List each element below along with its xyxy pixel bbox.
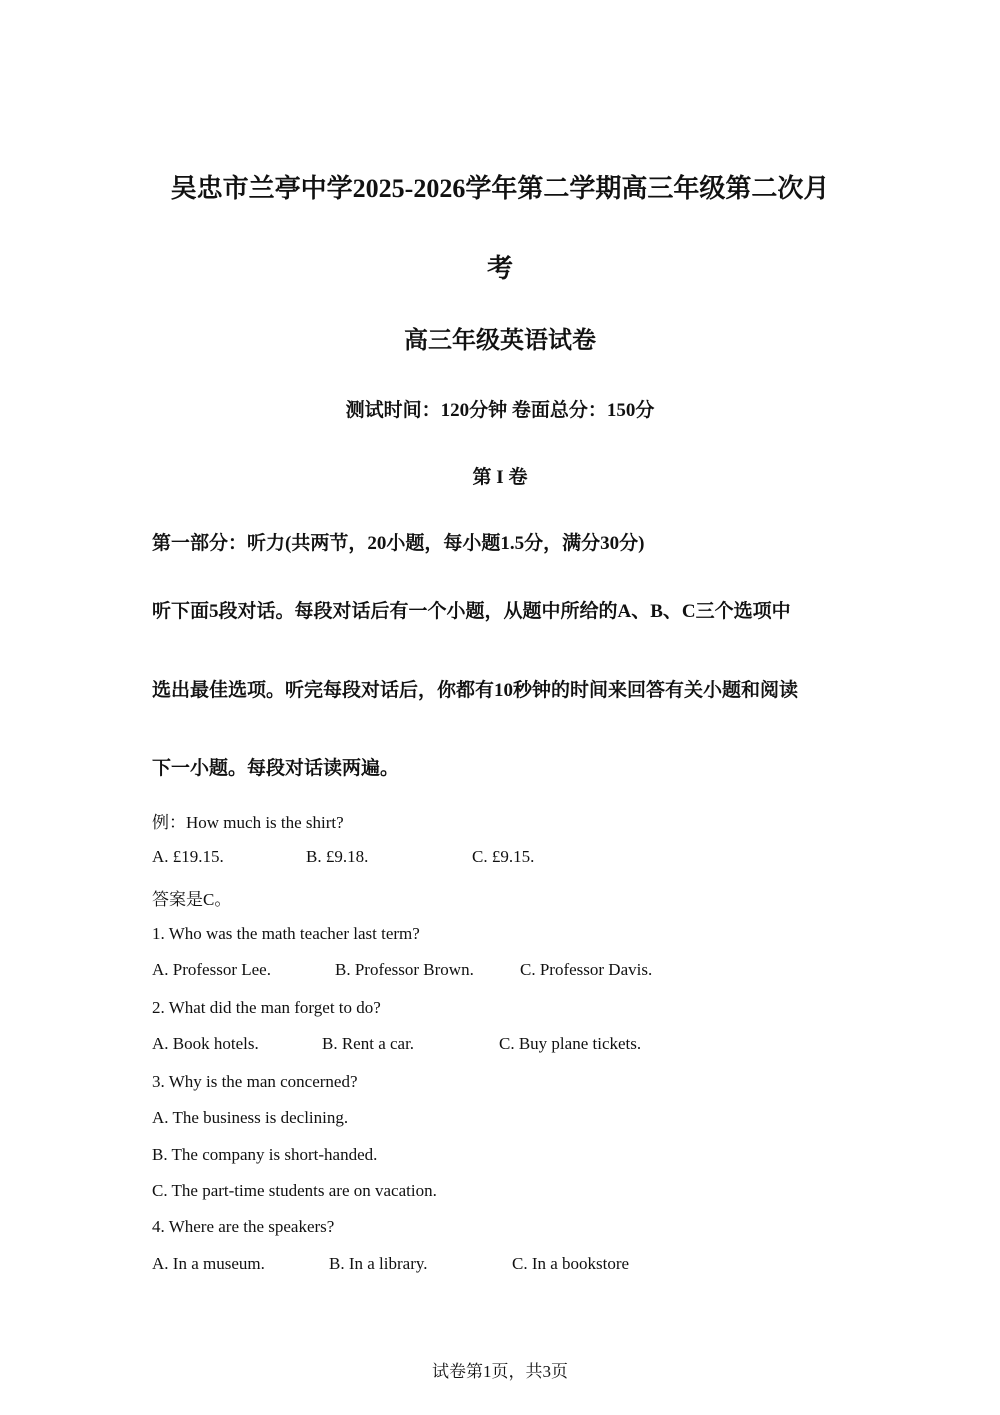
question-2-option-a: A. Book hotels. [152,1034,259,1053]
question-3-option-b: B. The company is short-handed. [152,1145,378,1164]
exam-title-line2: 考 [486,254,513,283]
volume-label: 第 I 卷 [472,467,528,488]
example-answer: 答案是C。 [152,890,232,909]
question-2-option-c: C. Buy plane tickets. [499,1034,642,1053]
example-option-c: C. £9.15. [472,847,535,866]
question-1-stem: 1. Who was the math teacher last term? [152,924,420,943]
instruction-line-1: 听下面5段对话。每段对话后有一个小题，从题中所给的A、B、C三个选项中 [152,601,791,622]
exam-subtitle: 高三年级英语试卷 [404,328,596,354]
question-3-option-c: C. The part-time students are on vacation. [152,1181,437,1200]
question-4-stem: 4. Where are the speakers? [152,1217,335,1236]
page-footer: 试卷第1页，共3页 [432,1362,568,1381]
example-question: 例：How much is the shirt? [152,813,344,832]
question-4-option-c: C. In a bookstore [512,1254,630,1273]
exam-title-line1: 吴忠市兰亭中学2025-2026学年第二学期高三年级第二次月 [170,174,830,203]
exam-info: 测试时间：120分钟 卷面总分：150分 [345,400,655,421]
example-option-a: A. £19.15. [152,847,224,866]
question-3-option-a: A. The business is declining. [152,1108,349,1127]
example-option-b: B. £9.18. [306,847,369,866]
question-1-option-c: C. Professor Davis. [520,960,653,979]
question-4-option-b: B. In a library. [329,1254,428,1273]
question-1-option-b: B. Professor Brown. [335,960,474,979]
question-2-option-b: B. Rent a car. [322,1034,415,1053]
instruction-line-3: 下一小题。每段对话读两遍。 [152,758,400,779]
question-1-option-a: A. Professor Lee. [152,960,271,979]
question-4-option-a: A. In a museum. [152,1254,265,1273]
section-heading: 第一部分：听力(共两节，20小题，每小题1.5分，满分30分) [152,533,645,554]
question-3-stem: 3. Why is the man concerned? [152,1072,358,1091]
instruction-line-2: 选出最佳选项。听完每段对话后，你都有10秒钟的时间来回答有关小题和阅读 [152,680,799,701]
question-2-stem: 2. What did the man forget to do? [152,998,381,1017]
